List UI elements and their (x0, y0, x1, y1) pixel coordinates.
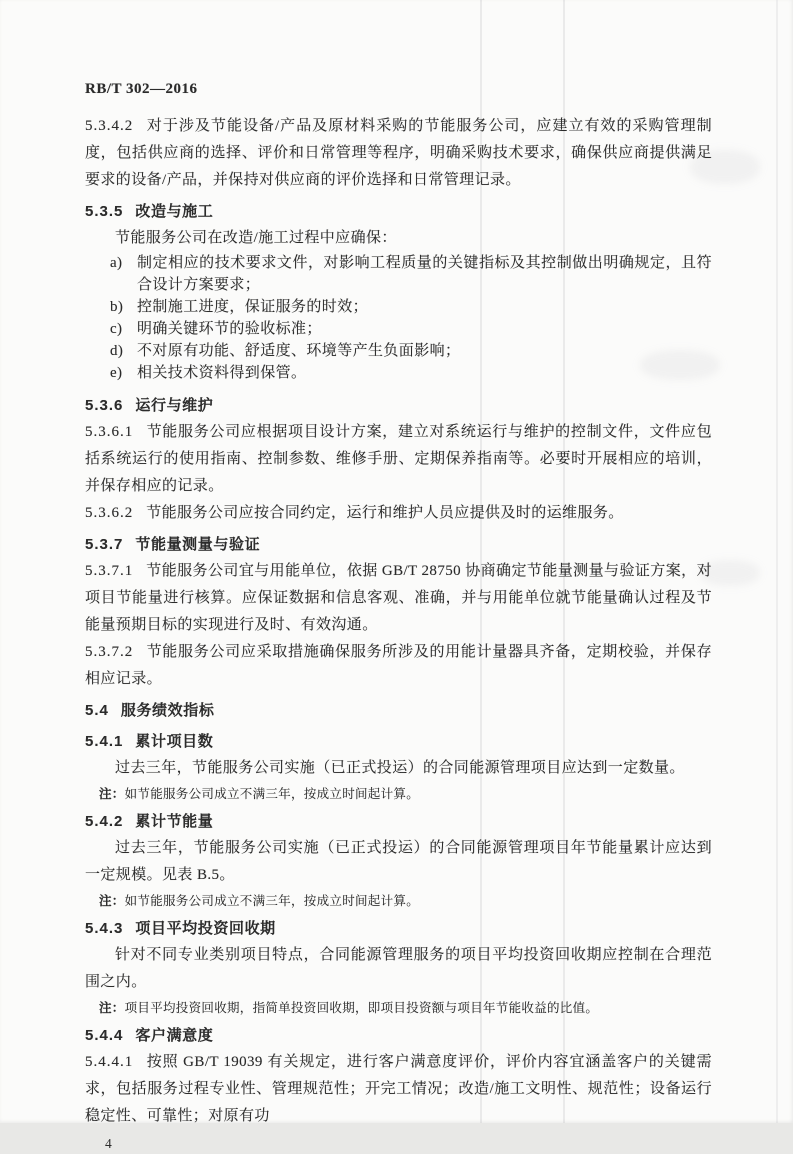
list-item (85, 318, 712, 340)
heading-title: 累计项目数 (135, 733, 214, 750)
clause-number: 5.3.7.1 (85, 563, 134, 579)
heading-title: 节能量测量与验证 (135, 536, 261, 553)
heading-number: 5.4 (85, 702, 109, 719)
heading-number: 5.3.5 (85, 203, 124, 220)
heading-number: 5.4.3 (85, 920, 124, 937)
note-text: 项目平均投资回收期，指简单投资回收期，即项目投资额与项目年节能收益的比值。 (124, 1001, 599, 1015)
paragraph-5-4-1: 过去三年，节能服务公司实施（已正式投运）的合同能源管理项目应达到一定数量。 (115, 760, 685, 776)
list-marker: d) (110, 343, 124, 359)
clause-5-3-6-1 (85, 419, 712, 500)
list-item (85, 340, 712, 362)
note-label: 注： (99, 894, 125, 908)
heading-title: 服务绩效指标 (120, 702, 215, 719)
paragraph-5-4-3: 针对不同专业类别项目特点，合同能源管理服务的项目平均投资回收期应控制在合理范围之内。 (85, 947, 712, 990)
clause-text: 节能服务公司应采取措施确保服务所涉及的用能计量器具齐备，定期校验，并保存相应记录。 (85, 644, 712, 687)
list-marker: b) (110, 299, 124, 315)
clause-5-3-7-2 (85, 639, 712, 693)
page-number: 4 (105, 1136, 113, 1151)
list-marker: e) (110, 365, 123, 381)
clause-5-4-4-1 (85, 1049, 712, 1130)
note-label: 注： (99, 1001, 125, 1015)
list-item (85, 362, 712, 384)
heading-number: 5.4.4 (85, 1027, 124, 1044)
note-5-4-3 (99, 998, 712, 1018)
scanner-streak (776, 0, 778, 1123)
heading-number: 5.3.7 (85, 536, 124, 553)
clause-text: 按照 GB/T 19039 有关规定，进行客户满意度评价，评价内容宜涵盖客户的关键需求，包括服务过程专业性、管理规范性；开完工情况；改造/施工文明性、规范性；设备运行稳定性、可靠性；对原有功 (85, 1054, 712, 1124)
list-item-text: 相关技术资料得到保管。 (137, 365, 307, 381)
standard-code-header: RB/T 302—2016 (85, 81, 198, 97)
clause-5-3-6-2 (85, 500, 712, 527)
heading-5-3-7 (85, 531, 712, 558)
paragraph-5-4-2: 过去三年，节能服务公司实施（已正式投运）的合同能源管理项目年节能量累计应达到一定规模。见表 B.5。 (85, 840, 712, 883)
list-item-text: 不对原有功能、舒适度、环境等产生负面影响； (137, 343, 461, 359)
clause-text: 节能服务公司应按合同约定，运行和维护人员应提供及时的运维服务。 (146, 505, 624, 521)
clause-number: 5.3.4.2 (85, 118, 134, 134)
heading-5-4-4 (85, 1022, 712, 1049)
list-item (85, 296, 712, 318)
clause-text: 节能服务公司应根据项目设计方案，建立对系统运行与维护的控制文件，文件应包括系统运行的使用指南、控制参数、维修手册、定期保养指南等。必要时开展相应的培训，并保存相应的记录。 (85, 424, 712, 494)
heading-number: 5.4.2 (85, 813, 124, 830)
heading-5-3-6 (85, 392, 712, 419)
heading-number: 5.3.6 (85, 397, 124, 414)
list-item-text: 制定相应的技术要求文件，对影响工程质量的关键指标及其控制做出明确规定，且符合设计方案要求； (137, 255, 712, 293)
heading-number: 5.4.1 (85, 733, 124, 750)
heading-5-4-1 (85, 728, 712, 755)
clause-number: 5.3.7.2 (85, 644, 134, 660)
heading-title: 运行与维护 (135, 397, 214, 414)
note-text: 如节能服务公司成立不满三年，按成立时间起计算。 (124, 787, 420, 801)
list-marker: a) (110, 255, 123, 271)
clause-5-3-7-1 (85, 558, 712, 639)
clause-number: 5.4.4.1 (85, 1054, 134, 1070)
note-text: 如节能服务公司成立不满三年，按成立时间起计算。 (124, 894, 420, 908)
clause-number: 5.3.6.1 (85, 424, 134, 440)
heading-5-4-3 (85, 915, 712, 942)
page-content (85, 78, 712, 1154)
heading-title: 累计节能量 (135, 813, 214, 830)
clause-5-3-4-2 (85, 113, 712, 194)
list-marker: c) (110, 321, 123, 337)
note-label: 注： (99, 787, 125, 801)
list-5-3-5 (85, 252, 712, 384)
clause-text: 节能服务公司宜与用能单位，依据 GB/T 28750 协商确定节能量测量与验证方案，对项目节能量进行核算。应保证数据和信息客观、准确，并与用能单位就节能量确认过程及节能量预期目标的实现进行及时、有效沟通。 (85, 563, 712, 633)
heading-5-3-5 (85, 198, 712, 225)
heading-title: 客户满意度 (135, 1027, 214, 1044)
note-5-4-2 (99, 891, 712, 911)
heading-title: 项目平均投资回收期 (135, 920, 276, 937)
heading-5-4-2 (85, 808, 712, 835)
clause-number: 5.3.6.2 (85, 505, 134, 521)
list-item-text: 明确关键环节的验收标准； (137, 321, 322, 337)
note-5-4-1 (99, 784, 712, 804)
list-item (85, 252, 712, 296)
paragraph-5-3-5-intro: 节能服务公司在改造/施工过程中应确保： (115, 230, 397, 246)
heading-5-4 (85, 697, 712, 724)
list-item-text: 控制施工进度，保证服务的时效； (137, 299, 369, 315)
heading-title: 改造与施工 (135, 203, 214, 220)
clause-text: 对于涉及节能设备/产品及原材料采购的节能服务公司，应建立有效的采购管理制度，包括供应商的选择、评价和日常管理等程序，明确采购技术要求，确保供应商提供满足要求的设备/产品，并保持对供应商的评价选择和日常管理记录。 (85, 118, 712, 188)
